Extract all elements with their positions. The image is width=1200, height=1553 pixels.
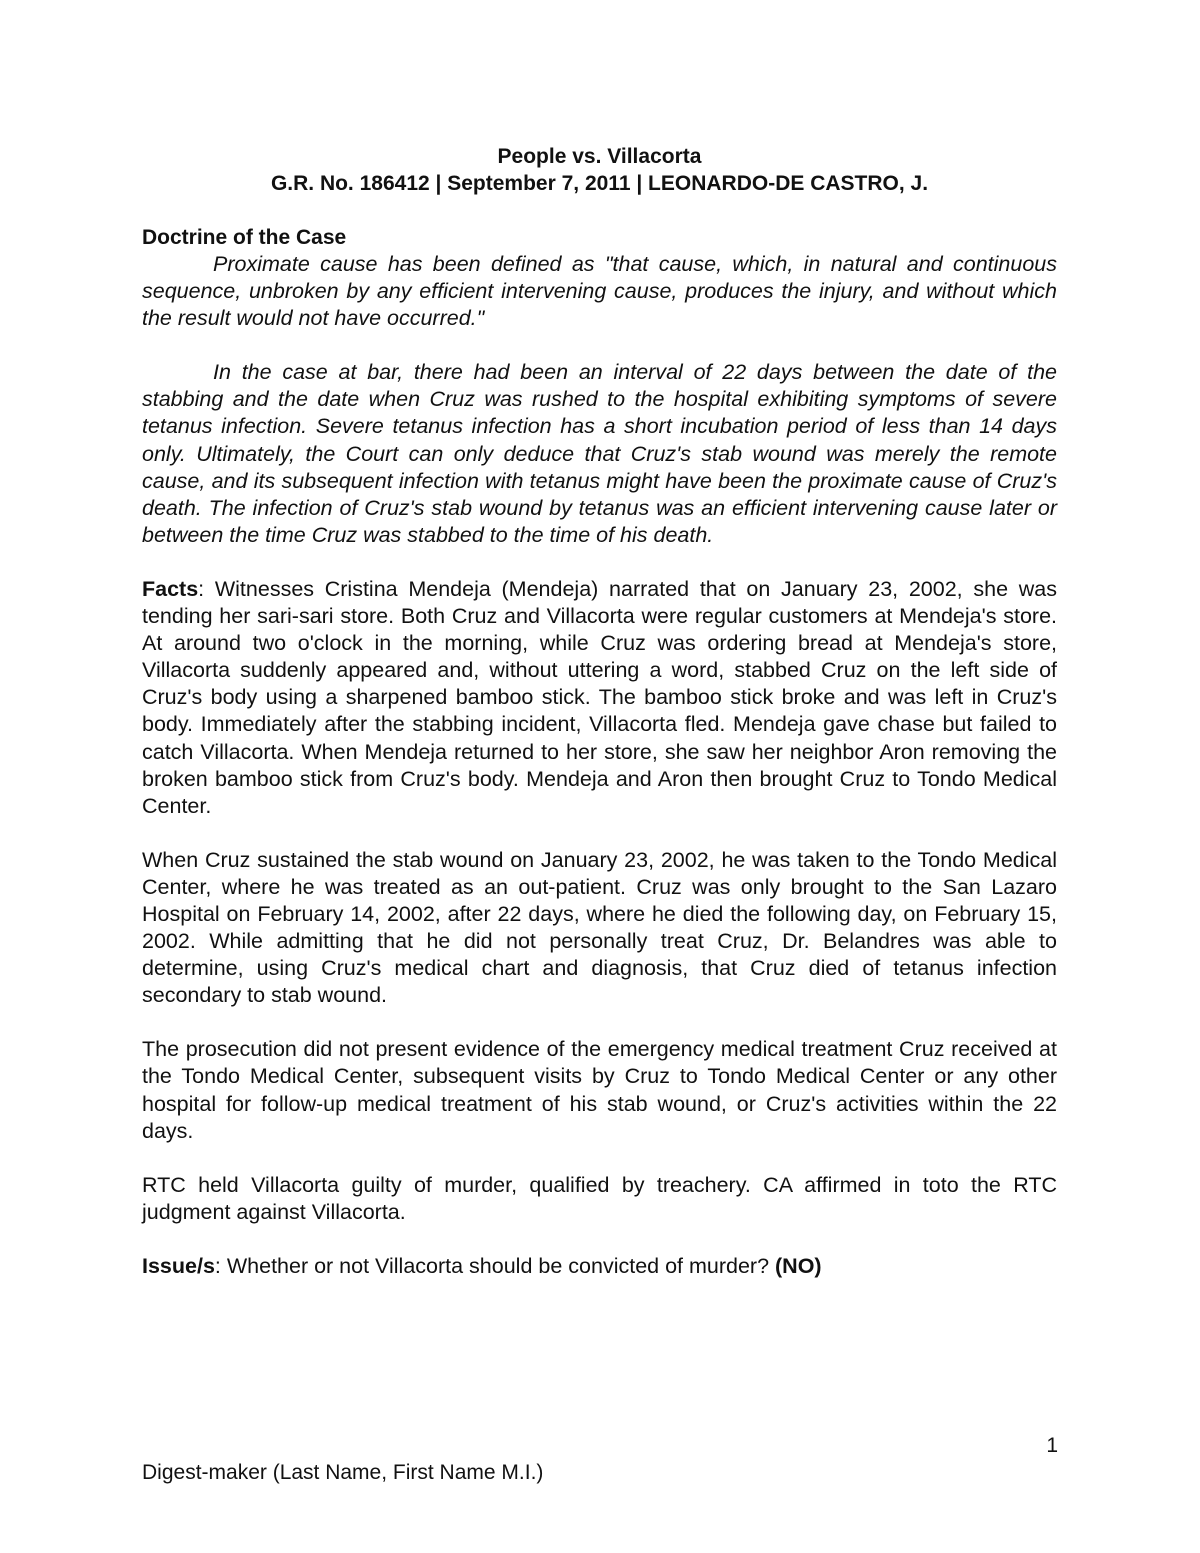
paragraph-spacer <box>142 1145 1057 1172</box>
facts-paragraph <box>142 576 1057 820</box>
paragraph-spacer <box>142 332 1057 359</box>
issues-answer: (NO) <box>775 1253 822 1278</box>
facts-paragraph: When Cruz sustained the stab wound on January 23, 2002, he was taken to the Tondo Medical Center, where he was treated as an out-patient. Cruz was only brought to the San Lazaro Hospital on February 14, 2002, after 22 days, where he died the following day, on February 15, 2002. While admitting that he did not personally treat Cruz, Dr. Belandres was able to determine, using Cruz's medical chart and diagnosis, that Cruz died of tetanus infection secondary to stab wound. <box>142 847 1057 1008</box>
doctrine-heading: Doctrine of the Case <box>142 226 347 249</box>
document-content <box>142 143 1057 1280</box>
facts-paragraph: RTC held Villacorta guilty of murder, qualified by treachery. CA affirmed in toto the RTC judgment against Villacorta. <box>142 1172 1057 1224</box>
doctrine-paragraph: Proximate cause has been defined as "that cause, which, in natural and continuous sequence, unbroken by any efficient intervening cause, produces the injury, and without which the result would not have occurred." <box>142 252 1057 331</box>
digest-maker-footer: Digest-maker (Last Name, First Name M.I.) <box>142 1461 544 1484</box>
paragraph-spacer <box>142 549 1057 576</box>
facts-paragraph: The prosecution did not present evidence of the emergency medical treatment Cruz received at the Tondo Medical Center, subsequent visits by Cruz to Tondo Medical Center or any other hospital for follow-up medical treatment of his stab wound, or Cruz's activities within the 22 days. <box>142 1037 1057 1143</box>
issues-label: Issue/s <box>142 1253 215 1278</box>
paragraph-spacer <box>142 1226 1057 1253</box>
paragraph-spacer <box>142 820 1057 847</box>
issues-text: : Whether or not Villacorta should be convicted of murder? <box>214 1253 776 1278</box>
paragraph-spacer <box>142 1009 1057 1036</box>
facts-label: Facts <box>142 576 199 601</box>
case-header <box>142 143 1057 197</box>
doctrine-paragraph: In the case at bar, there had been an interval of 22 days between the date of the stabbing and the date when Cruz was rushed to the hospital exhibiting symptoms of severe tetanus infection. Severe tetanus infection has a short incubation period of less than 14 days only. Ultimately, the Court can only deduce that Cruz's stab wound was merely the remote cause, and its subsequent infection with tetanus might have been the proximate cause of Cruz's death. The infection of Cruz's stab wound by tetanus was an efficient intervening cause later or between the time Cruz was stabbed to the time of his death. <box>142 360 1057 547</box>
case-title: People vs. Villacorta <box>497 145 702 168</box>
page-number: 1 <box>1046 1434 1058 1457</box>
case-details: G.R. No. 186412 | September 7, 2011 | LEONARDO-DE CASTRO, J. <box>270 172 929 195</box>
facts-text: : Witnesses Cristina Mendeja (Mendeja) narrated that on January 23, 2002, she was tending her sari-sari store. Both Cruz and Villacorta were regular customers at Mendeja's store. At around two o'clock in the morning, while Cruz was ordering bread at Mendeja's store, Villacorta suddenly appeared and, without uttering a word, stabbed Cruz on the left side of Cruz's body using a sharpened bamboo stick. The bamboo stick broke and was left in Cruz's body. Immediately after the stabbing incident, Villacorta fled. Mendeja gave chase but failed to catch Villacorta. When Mendeja returned to her store, she saw her neighbor Aron removing the broken bamboo stick from Cruz's body. Mendeja and Aron then brought Cruz to Tondo Medical Center. <box>142 576 1057 818</box>
issues-paragraph <box>142 1253 1057 1280</box>
